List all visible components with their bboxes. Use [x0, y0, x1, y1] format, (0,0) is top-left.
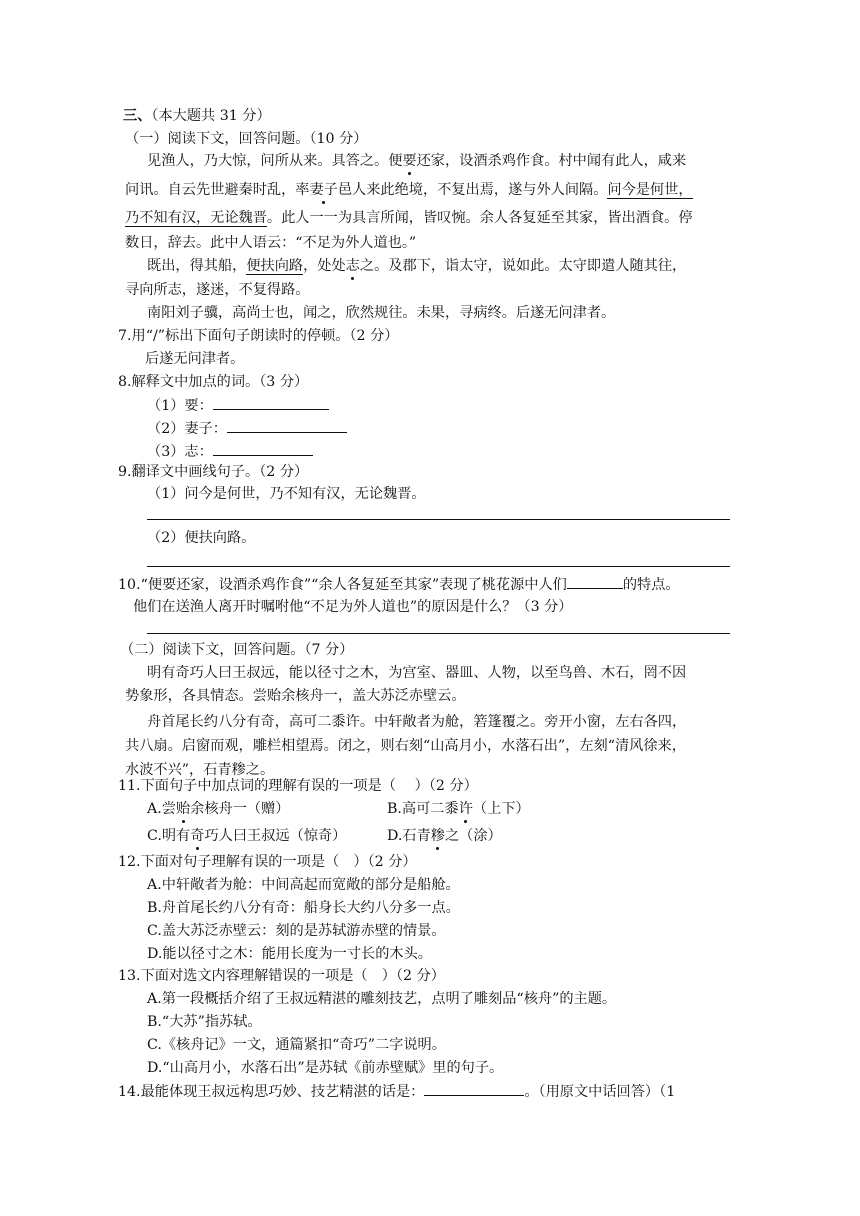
section-3-heading — [123, 106, 271, 126]
question-8: 8.解释文中加点的词。（3 分） — [118, 374, 309, 390]
question-9: 9.翻译文中画线句子。（2 分） — [118, 464, 309, 480]
answer-blank[interactable] — [567, 574, 623, 589]
dotted-word-yao: 要 — [402, 153, 417, 169]
question-13: 13.下面对选文内容理解错误的一项是（ ）（2 分） — [118, 968, 445, 984]
passage1-line: 南阳刘子骥，高尚士也，闻之，欣然规往。未果，寻病终。后遂无问津者。 — [147, 305, 616, 321]
question-10-line: 他们在送渔人离开时嘱咐他“不足为外人道也”的原因是什么？（3 分） — [133, 599, 573, 615]
underlined-sentence: 问今是何世， — [607, 182, 693, 198]
passage2-line: 势象形，各具情态。尝贻余核舟一，盖大苏泛赤壁云。 — [125, 688, 466, 704]
answer-blank[interactable] — [213, 395, 329, 410]
question-9-item: （2）便扶向路。 — [147, 530, 256, 546]
passage2-line: 舟首尾长约八分有奇，高可二黍许。中轩敞者为舱，箬篷覆之。旁开小窗，左右各四， — [147, 714, 687, 730]
section-number: 三、 — [123, 108, 152, 124]
question-8-item: （3）志： — [147, 441, 313, 462]
passage1-line: 既出，得其船，便扶向路，处处志之。及郡下，诣太守，说如此。太守即遣人随其往， — [147, 258, 687, 274]
answer-line[interactable] — [147, 633, 730, 634]
answer-blank[interactable] — [424, 1081, 524, 1096]
question-12: 12.下面对句子理解有误的一项是（ ）（2 分） — [118, 854, 417, 870]
option-c[interactable]: C.盖大苏泛赤壁云：刻的是苏轼游赤壁的情景。 — [147, 923, 446, 939]
question-11: 11.下面句子中加点词的理解有误的一项是（ ）（2 分） — [118, 778, 478, 794]
underlined-sentence: 乃不知有汉，无论魏晋 — [125, 210, 267, 226]
underlined-sentence: 便扶向路 — [246, 258, 304, 274]
question-7-sentence: 后遂无问津者。 — [145, 351, 245, 367]
passage1-line: 乃不知有汉，无论魏晋。此人一一为具言所闻，皆叹惋。余人各复延至其家，皆出酒食。停 — [125, 210, 693, 226]
question-8-item: （2）妻子： — [147, 418, 347, 439]
option-c[interactable]: C.明有奇巧人曰王叔远（惊奇） — [147, 828, 347, 844]
option-b[interactable]: B.高可二黍许（上下） — [387, 801, 530, 817]
option-a[interactable]: A.中轩敞者为舱：中间高起而宽敞的部分是船舱。 — [147, 877, 460, 893]
option-a[interactable]: A.尝贻余核舟一（赠） — [147, 801, 290, 817]
passage1-line: 寻向所志，遂迷，不复得路。 — [125, 282, 310, 298]
option-c[interactable]: C.《核舟记》一文，通篇紧扣“奇巧”二字说明。 — [147, 1037, 446, 1053]
question-10: 10.“便要还家，设酒杀鸡作食”“余人各复延至其家”表现了桃花源中人们 的特点。 — [118, 574, 680, 595]
answer-blank[interactable] — [213, 441, 313, 456]
option-b[interactable]: B.“大苏”指苏轼。 — [147, 1014, 262, 1030]
option-b[interactable]: B.舟首尾长约八分有奇：船身长大约八分多一点。 — [147, 900, 460, 916]
passage1-line: 问讯。自云先世避秦时乱，率妻子邑人来此绝境，不复出焉，遂与外人间隔。问今是何世， — [125, 182, 693, 198]
passage1-line: 见渔人，乃大惊，问所从来。具答之。便要还家，设酒杀鸡作食。村中闻有此人，咸来 — [147, 153, 687, 169]
question-7: 7.用“/”标出下面句子朗读时的停顿。（2 分） — [118, 328, 399, 344]
answer-line[interactable] — [147, 566, 730, 567]
part2-heading: （二）阅读下文，回答问题。（7 分） — [120, 642, 354, 658]
question-8-item: （1）要： — [147, 395, 329, 416]
question-14: 14.最能体现王叔远构思巧妙、技艺精湛的话是： 。（用原文中话回答）（1 — [118, 1081, 675, 1102]
dotted-word-zhi: 志 — [345, 258, 360, 274]
option-d[interactable]: D.石青糁之（涂） — [387, 828, 502, 844]
passage2-line: 共八扇。启窗而观，雕栏相望焉。闭之，则右刻“山高月小，水落石出”，左刻“清风徐来， — [125, 738, 686, 754]
section-points: （本大题共 31 分） — [151, 108, 271, 124]
passage2-line: 明有奇巧人曰王叔远，能以径寸之木，为宫室、器皿、人物，以至鸟兽、木石，罔不因 — [147, 665, 687, 681]
option-a[interactable]: A.第一段概括介绍了王叔远精湛的雕刻技艺，点明了雕刻品“核舟”的主题。 — [147, 991, 617, 1007]
passage2-line: 水波不兴”，石青糁之。 — [125, 762, 275, 778]
option-d[interactable]: D.“山高月小，水落石出”是苏轼《前赤壁赋》里的句子。 — [147, 1060, 504, 1076]
option-d[interactable]: D.能以径寸之木：能用长度为一寸长的木头。 — [147, 946, 432, 962]
answer-line[interactable] — [147, 519, 730, 520]
question-9-item: （1）问今是何世，乃不知有汉，无论魏晋。 — [147, 486, 426, 502]
part1-heading: （一）阅读下文，回答问题。（10 分） — [125, 131, 368, 147]
passage1-line: 数日，辞去。此中人语云：“不足为外人道也。” — [125, 235, 417, 251]
answer-blank[interactable] — [227, 418, 347, 433]
dotted-word-qizi: 妻子 — [309, 182, 338, 198]
